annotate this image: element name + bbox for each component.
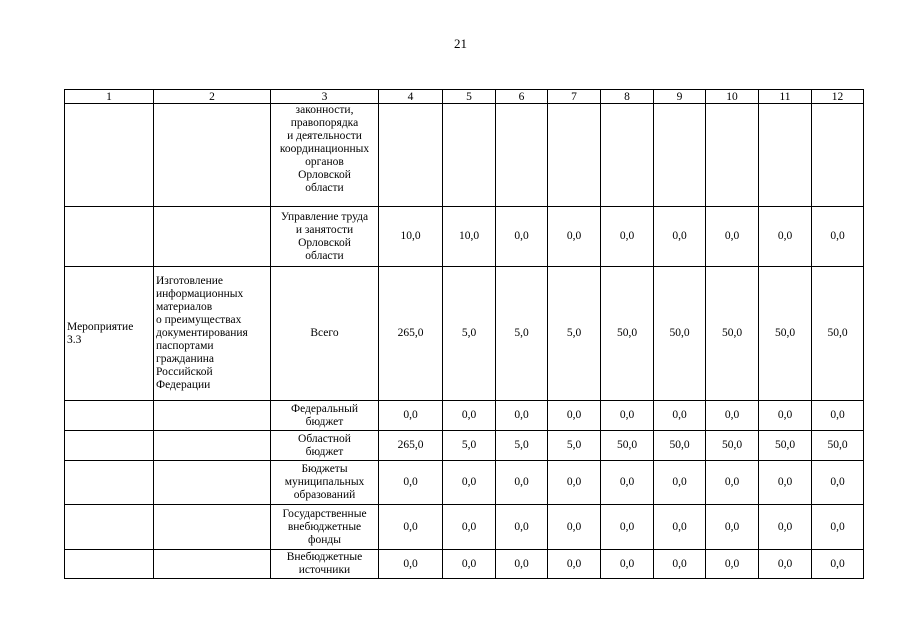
funding-source-cell: Внебюджетные источники [271, 550, 379, 579]
measure-cell [65, 401, 154, 431]
measure-description-cell [154, 550, 271, 579]
value-cell [379, 104, 443, 207]
measure-description-cell [154, 207, 271, 267]
measure-description-cell [154, 505, 271, 550]
value-cell: 0,0 [654, 550, 706, 579]
table-row [65, 207, 864, 267]
value-cell: 0,0 [548, 550, 601, 579]
measure-cell [65, 207, 154, 267]
column-header: 12 [812, 90, 864, 104]
value-cell: 0,0 [379, 401, 443, 431]
measure-cell [65, 461, 154, 505]
funding-source-cell: Федеральный бюджет [271, 401, 379, 431]
value-cell: 0,0 [496, 505, 548, 550]
value-cell: 50,0 [601, 267, 654, 401]
value-cell: 0,0 [548, 461, 601, 505]
value-cell: 0,0 [759, 505, 812, 550]
table-row [65, 267, 864, 401]
value-cell [601, 104, 654, 207]
column-header: 10 [706, 90, 759, 104]
page-number: 21 [454, 36, 467, 51]
measure-description-cell: Изготовление информационных материалов о преимуществах документирования паспортами гражданина Российской Федерации [154, 267, 271, 401]
value-cell: 0,0 [443, 461, 496, 505]
value-cell: 0,0 [379, 505, 443, 550]
column-header: 4 [379, 90, 443, 104]
value-cell [706, 104, 759, 207]
value-cell: 5,0 [443, 431, 496, 461]
value-cell: 0,0 [379, 461, 443, 505]
measure-description-cell [154, 104, 271, 207]
value-cell: 5,0 [548, 431, 601, 461]
value-cell: 50,0 [654, 267, 706, 401]
measure-cell: Мероприятие 3.3 [65, 267, 154, 401]
value-cell: 50,0 [812, 267, 864, 401]
value-cell: 265,0 [379, 431, 443, 461]
measure-description-cell [154, 431, 271, 461]
value-cell: 0,0 [496, 207, 548, 267]
funding-source-cell: Всего [271, 267, 379, 401]
column-header: 9 [654, 90, 706, 104]
measure-description-cell [154, 401, 271, 431]
table-row [65, 431, 864, 461]
funding-source-cell: Государственные внебюджетные фонды [271, 505, 379, 550]
value-cell: 50,0 [706, 267, 759, 401]
funding-source-cell: Областной бюджет [271, 431, 379, 461]
measure-cell [65, 104, 154, 207]
value-cell [443, 104, 496, 207]
value-cell: 0,0 [654, 461, 706, 505]
value-cell: 265,0 [379, 267, 443, 401]
value-cell: 0,0 [812, 461, 864, 505]
column-header: 6 [496, 90, 548, 104]
value-cell: 5,0 [496, 267, 548, 401]
value-cell: 0,0 [759, 207, 812, 267]
measure-description-cell [154, 461, 271, 505]
value-cell: 0,0 [654, 401, 706, 431]
value-cell: 0,0 [601, 461, 654, 505]
value-cell: 0,0 [601, 207, 654, 267]
value-cell: 0,0 [812, 505, 864, 550]
value-cell: 0,0 [706, 461, 759, 505]
value-cell: 0,0 [812, 550, 864, 579]
value-cell [496, 104, 548, 207]
value-cell: 0,0 [548, 207, 601, 267]
value-cell: 0,0 [759, 550, 812, 579]
table-row [65, 461, 864, 505]
value-cell: 0,0 [548, 505, 601, 550]
value-cell: 0,0 [601, 505, 654, 550]
measure-cell [65, 431, 154, 461]
funding-source-cell: Управление труда и занятости Орловской области [271, 207, 379, 267]
value-cell: 0,0 [706, 207, 759, 267]
value-cell: 10,0 [379, 207, 443, 267]
budget-table [64, 89, 864, 579]
table-row [65, 550, 864, 579]
value-cell: 0,0 [496, 401, 548, 431]
value-cell: 0,0 [812, 207, 864, 267]
column-header: 3 [271, 90, 379, 104]
column-header: 1 [65, 90, 154, 104]
header-row [65, 90, 864, 104]
value-cell: 0,0 [759, 461, 812, 505]
value-cell: 5,0 [443, 267, 496, 401]
column-header: 11 [759, 90, 812, 104]
value-cell: 50,0 [601, 431, 654, 461]
value-cell: 5,0 [548, 267, 601, 401]
value-cell: 50,0 [759, 267, 812, 401]
column-header: 8 [601, 90, 654, 104]
value-cell: 0,0 [706, 550, 759, 579]
value-cell [654, 104, 706, 207]
value-cell: 0,0 [443, 505, 496, 550]
funding-source-cell: Бюджеты муниципальных образований [271, 461, 379, 505]
table-row [65, 401, 864, 431]
value-cell: 0,0 [601, 401, 654, 431]
value-cell: 50,0 [812, 431, 864, 461]
table-row [65, 505, 864, 550]
value-cell: 0,0 [443, 401, 496, 431]
value-cell: 50,0 [759, 431, 812, 461]
value-cell [548, 104, 601, 207]
measure-cell [65, 550, 154, 579]
value-cell [812, 104, 864, 207]
value-cell: 0,0 [443, 550, 496, 579]
value-cell: 0,0 [706, 401, 759, 431]
column-header: 7 [548, 90, 601, 104]
funding-source-cell: законности, правопорядка и деятельности координационных органов Орловской области [271, 104, 379, 207]
value-cell: 0,0 [379, 550, 443, 579]
value-cell: 0,0 [548, 401, 601, 431]
value-cell: 5,0 [496, 431, 548, 461]
value-cell: 0,0 [496, 550, 548, 579]
value-cell: 50,0 [654, 431, 706, 461]
column-header: 5 [443, 90, 496, 104]
value-cell: 10,0 [443, 207, 496, 267]
value-cell: 0,0 [601, 550, 654, 579]
value-cell [759, 104, 812, 207]
measure-cell [65, 505, 154, 550]
value-cell: 0,0 [812, 401, 864, 431]
column-header: 2 [154, 90, 271, 104]
value-cell: 0,0 [759, 401, 812, 431]
value-cell: 50,0 [706, 431, 759, 461]
value-cell: 0,0 [706, 505, 759, 550]
table-row [65, 104, 864, 207]
value-cell: 0,0 [654, 505, 706, 550]
value-cell: 0,0 [496, 461, 548, 505]
value-cell: 0,0 [654, 207, 706, 267]
